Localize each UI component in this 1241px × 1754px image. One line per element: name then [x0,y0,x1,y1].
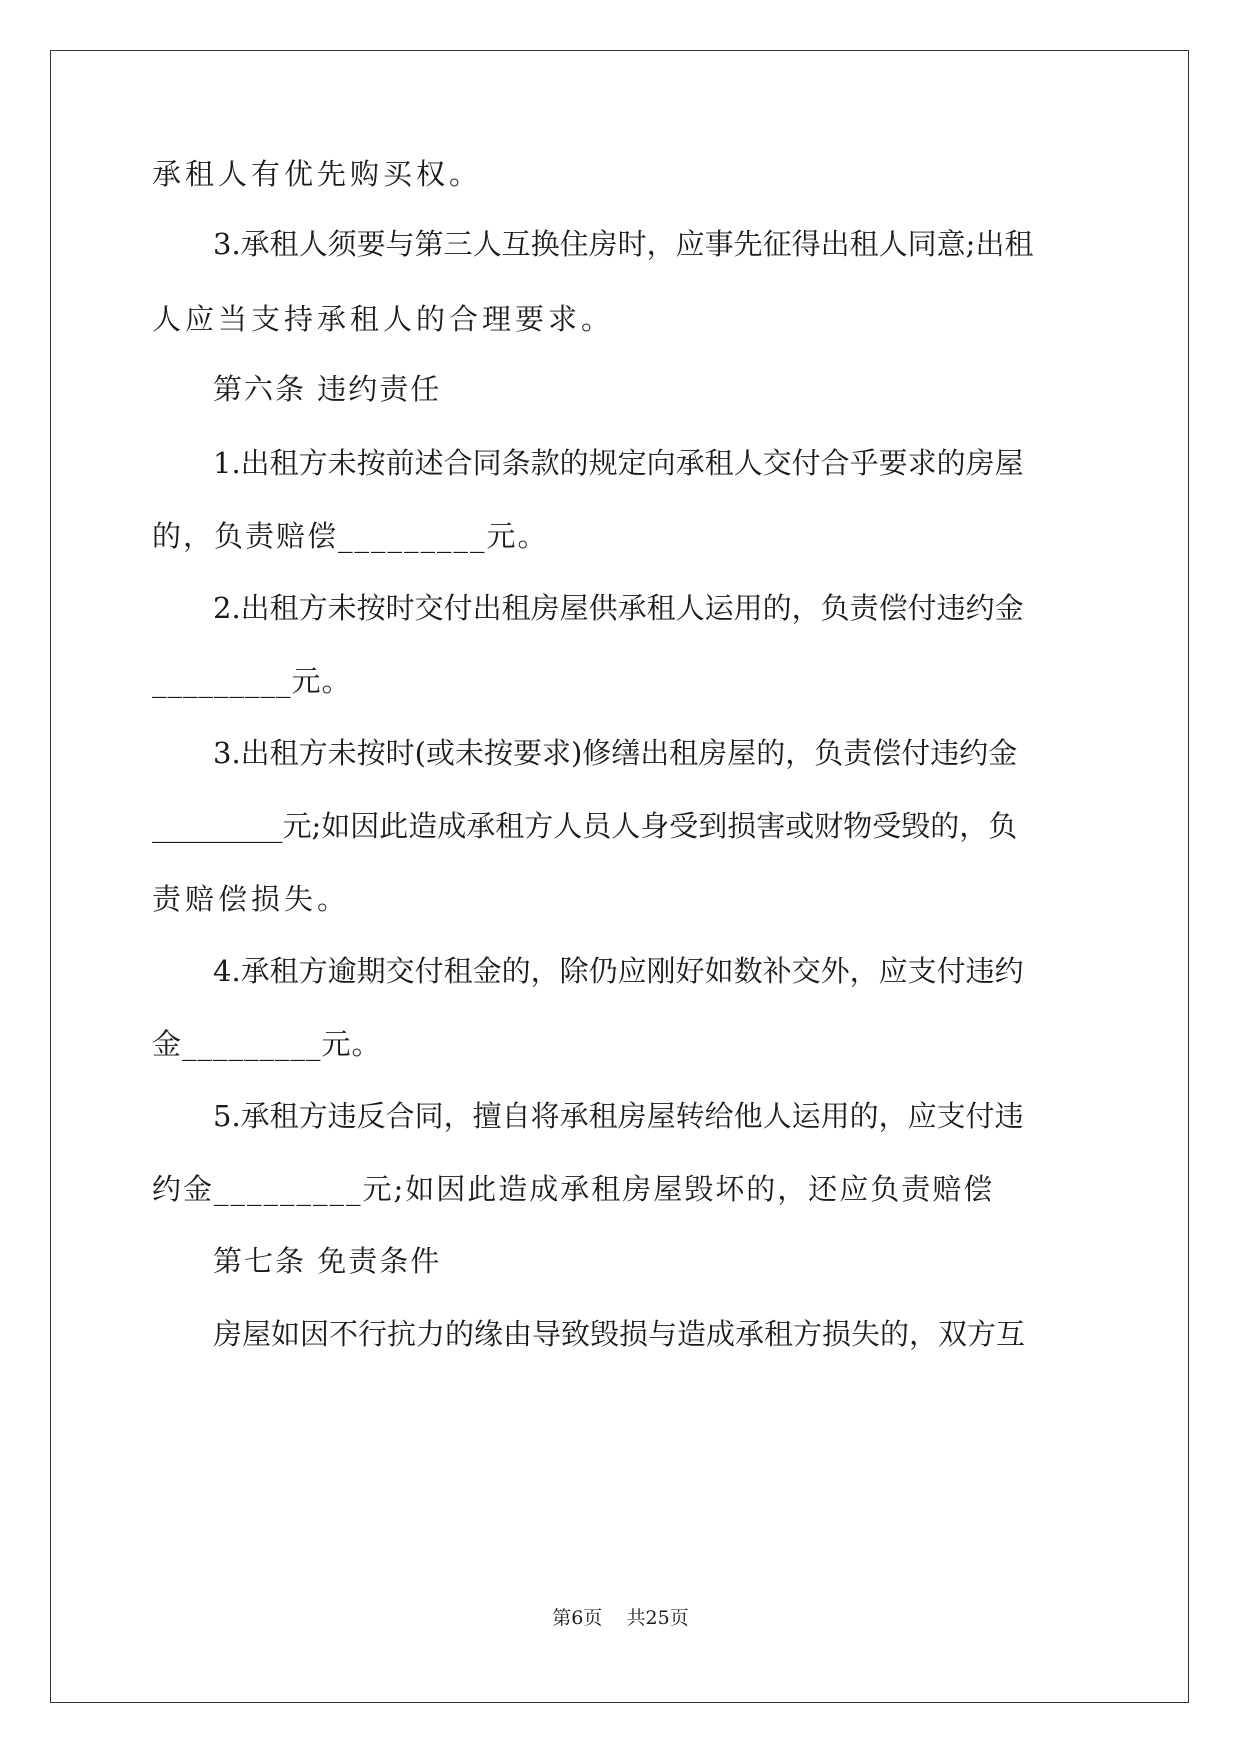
page-border [50,50,1189,1703]
text-line-13: 金_________元。 [152,1027,382,1061]
text-line-7: 2.出租方未按时交付出租房屋供承租人运用的，负责偿付违约金 [213,591,1024,625]
page-number-footer: 第6页 共25页 [552,1607,689,1629]
text-line-12: 4.承租方逾期交付租金的，除仍应刚好如数补交外，应支付违约 [213,954,1024,988]
text-line-9: 3.出租方未按时(或未按要求)修缮出租房屋的，负责偿付违约金 [213,736,1018,770]
text-line-11: 责赔偿损失。 [152,882,351,916]
text-line-14: 5.承租方违反合同，擅自将承租房屋转给他人运用的，应支付违 [213,1099,1024,1133]
text-line-1: 承租人有优先购买权。 [152,157,483,191]
section-heading-7: 第七条 免责条件 [213,1244,442,1278]
text-line-10: _________元;如因此造成承租方人员人身受到损害或财物受毁的，负 [152,809,1018,843]
text-line-3: 人应当支持承租人的合理要求。 [152,302,615,336]
text-line-2: 3.承租人须要与第三人互换住房时，应事先征得出租人同意;出租 [213,227,1034,261]
text-line-17: 房屋如因不行抗力的缘由导致毁损与造成承租方损失的，双方互 [213,1317,1026,1351]
text-line-8: _________元。 [152,664,352,698]
text-line-5: 1.出租方未按前述合同条款的规定向承租人交付合乎要求的房屋 [213,446,1024,480]
text-line-6: 的，负责赔偿_________元。 [152,519,549,553]
section-heading-6: 第六条 违约责任 [213,372,442,406]
text-line-15: 约金_________元;如因此造成承租房屋毁坏的，还应负责赔偿 [152,1172,995,1206]
